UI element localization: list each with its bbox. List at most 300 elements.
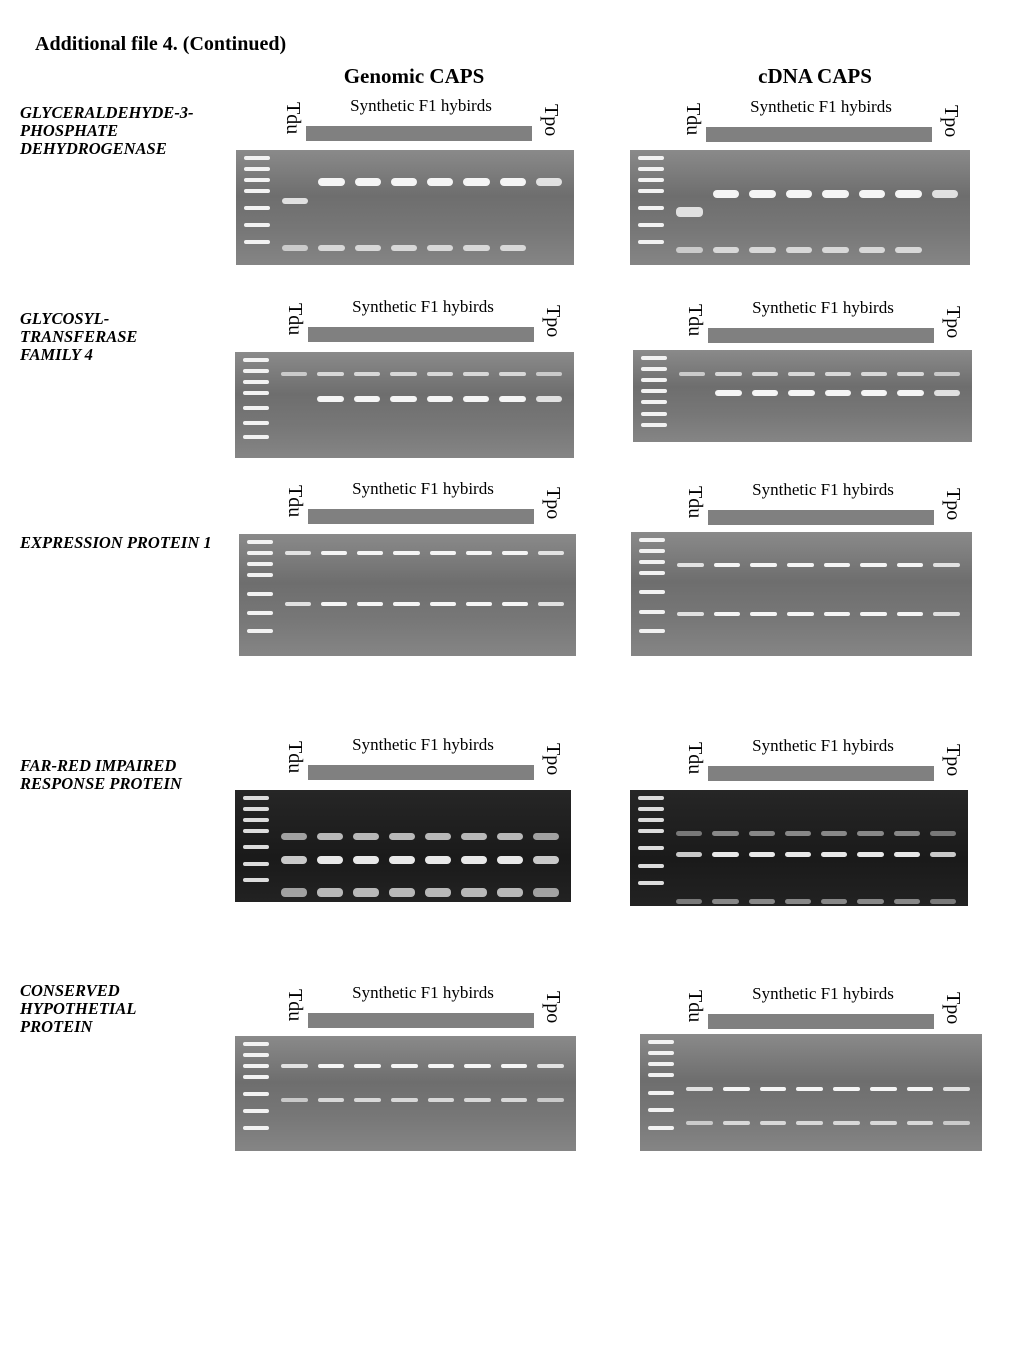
gene2-cdna-group-label: Synthetic F1 hybirds <box>752 480 894 499</box>
gene4-cdna-lane1-band <box>686 1121 713 1125</box>
gene1-genomic-lane2-band <box>317 396 343 402</box>
gene-label-expression-protein: EXPRESSION PROTEIN 1 <box>20 533 212 552</box>
gene1-genomic-ladder-band <box>243 421 269 425</box>
gene2-cdna-lane4-band <box>787 612 814 616</box>
gene2-genomic-lane5-band <box>430 551 456 555</box>
gene0-cdna-lane5-band <box>822 190 849 198</box>
gene3-genomic-lane7-band <box>497 833 523 840</box>
gene2-genomic-tpo-label: Tpo <box>542 487 564 520</box>
gene0-cdna-group-label: Synthetic F1 hybirds <box>750 97 892 116</box>
gene2-cdna-ladder-band <box>639 560 665 564</box>
gene2-genomic-ladder-band <box>247 611 273 615</box>
gene3-genomic-lane1-band <box>281 856 307 864</box>
gene1-cdna-lane8-band <box>934 390 960 396</box>
gene1-genomic-lane3-band <box>354 396 380 402</box>
gene0-genomic-lane4-band <box>391 245 417 251</box>
gene4-genomic-lane7-band <box>501 1098 528 1102</box>
gene1-cdna-group-label: Synthetic F1 hybirds <box>752 298 894 317</box>
gene4-cdna-ladder-band <box>648 1040 674 1044</box>
gene1-cdna-ladder-band <box>641 356 667 360</box>
gene2-cdna-lane1-band <box>677 612 704 616</box>
gene4-genomic-lane3-band <box>354 1098 381 1102</box>
gene3-genomic-lane8-band <box>533 856 559 864</box>
gene1-genomic-lane6-band <box>463 396 489 402</box>
gene3-genomic-lane2-band <box>317 888 343 897</box>
gene1-genomic-lane1-band <box>281 372 307 376</box>
gene4-cdna-ladder-band <box>648 1073 674 1077</box>
gene2-genomic-lane6-band <box>466 602 492 606</box>
gene0-cdna-lane3-band <box>749 190 776 198</box>
gene1-genomic-ladder-band <box>243 391 269 395</box>
gene3-cdna-lane8-band <box>930 899 956 904</box>
gene4-cdna-lane3-band <box>760 1087 787 1091</box>
gene3-cdna-lane3-band <box>749 831 775 836</box>
gene2-genomic-hybrid-bar <box>308 509 534 524</box>
gene0-genomic-lane6-band <box>463 178 489 186</box>
gene2-cdna-lane5-band <box>824 563 851 567</box>
gene0-cdna-lane2-band <box>713 190 740 198</box>
gene2-cdna-tdu-label: Tdu <box>684 486 706 519</box>
gene1-cdna-tdu-label: Tdu <box>684 304 706 337</box>
gene1-cdna-lane3-band <box>752 390 778 396</box>
genomic-caps-header: Genomic CAPS <box>343 64 485 88</box>
gene0-genomic-lane7-band <box>500 245 526 251</box>
gene1-cdna-gel-image <box>633 350 972 442</box>
gene4-cdna-tdu-label: Tdu <box>684 990 706 1023</box>
gene0-cdna-lane4-band <box>786 247 813 253</box>
gene3-genomic-ladder-band <box>243 818 269 822</box>
gene2-genomic-ladder-band <box>247 551 273 555</box>
gene1-genomic-lane6-band <box>463 372 489 376</box>
gene2-genomic-group-label: Synthetic F1 hybirds <box>352 479 494 498</box>
gene4-genomic-lane1-band <box>281 1098 308 1102</box>
gene2-genomic-lane4-band <box>393 551 419 555</box>
gene4-cdna-ladder-band <box>648 1126 674 1130</box>
gene0-cdna-tdu-label: Tdu <box>682 103 704 136</box>
gene4-genomic-hybrid-bar <box>308 1013 534 1028</box>
gene1-genomic-tdu-label: Tdu <box>284 303 306 336</box>
gene0-cdna-lane6-band <box>859 247 886 253</box>
gene1-genomic-hybrid-bar <box>308 327 534 342</box>
gene3-genomic-gel-image <box>235 790 571 902</box>
gene3-cdna-gel-image <box>630 790 968 906</box>
gene0-genomic-ladder-band <box>244 189 270 193</box>
gene0-genomic-group-label: Synthetic F1 hybirds <box>350 96 492 115</box>
gene1-cdna-ladder-band <box>641 378 667 382</box>
gene0-cdna-lane5-band <box>822 247 849 253</box>
gene0-cdna-ladder-band <box>638 156 664 160</box>
gene2-genomic-lane3-band <box>357 551 383 555</box>
gene3-genomic-ladder-band <box>243 878 269 882</box>
gene4-cdna-lane4-band <box>796 1087 823 1091</box>
gene4-genomic-ladder-band <box>243 1092 269 1096</box>
gene4-genomic-lane5-band <box>428 1098 455 1102</box>
gene0-genomic-gel-image <box>236 150 574 265</box>
gene3-cdna-group-label: Synthetic F1 hybirds <box>752 736 894 755</box>
gene1-genomic-lane2-band <box>317 372 343 376</box>
gene2-genomic-lane8-band <box>538 551 564 555</box>
gene3-genomic-lane5-band <box>425 833 451 840</box>
gene2-genomic-lane7-band <box>502 551 528 555</box>
gene3-genomic-lane8-band <box>533 833 559 840</box>
gene2-cdna-lane7-band <box>897 563 924 567</box>
gene0-genomic-ladder-band <box>244 178 270 182</box>
gene4-cdna-hybrid-bar <box>708 1014 934 1029</box>
gene0-genomic-ladder-band <box>244 156 270 160</box>
gene2-genomic-ladder-band <box>247 540 273 544</box>
gene2-cdna-hybrid-bar <box>708 510 934 525</box>
gene3-genomic-ladder-band <box>243 796 269 800</box>
gene3-cdna-lane4-band <box>785 852 811 857</box>
gene1-genomic-lane7-band <box>499 396 525 402</box>
gene2-cdna-gel-image <box>631 532 972 656</box>
gene0-genomic-ladder-band <box>244 223 270 227</box>
gene1-genomic-ladder-band <box>243 435 269 439</box>
gene3-genomic-lane5-band <box>425 888 451 897</box>
gene3-cdna-lane6-band <box>857 852 883 857</box>
gene4-cdna-gel-image <box>640 1034 982 1151</box>
gene3-genomic-lane8-band <box>533 888 559 897</box>
gene3-cdna-ladder-band <box>638 807 664 811</box>
gene2-cdna-lane1-band <box>677 563 704 567</box>
gene2-cdna-ladder-band <box>639 538 665 542</box>
gene0-genomic-lane5-band <box>427 245 453 251</box>
gene2-genomic-lane2-band <box>321 602 347 606</box>
gene4-cdna-tpo-label: Tpo <box>942 992 964 1025</box>
gene2-genomic-ladder-band <box>247 573 273 577</box>
figure-title: Additional file 4. (Continued) <box>35 33 287 55</box>
gene4-cdna-ladder-band <box>648 1062 674 1066</box>
gene2-cdna-lane7-band <box>897 612 924 616</box>
gene3-genomic-group-label: Synthetic F1 hybirds <box>352 735 494 754</box>
gene4-genomic-ladder-band <box>243 1075 269 1079</box>
gene3-genomic-lane6-band <box>461 888 487 897</box>
gene3-cdna-lane4-band <box>785 899 811 904</box>
gene2-genomic-tdu-label: Tdu <box>284 485 306 518</box>
gene1-genomic-lane8-band <box>536 396 562 402</box>
gene3-genomic-lane3-band <box>353 856 379 864</box>
gene2-cdna-lane2-band <box>714 612 741 616</box>
gene4-cdna-lane7-band <box>907 1121 934 1125</box>
gene1-cdna-ladder-band <box>641 367 667 371</box>
gene3-cdna-lane2-band <box>712 831 738 836</box>
gene1-cdna-lane6-band <box>861 390 887 396</box>
gene0-cdna-gel-image <box>630 150 970 265</box>
gene1-cdna-tpo-label: Tpo <box>942 306 964 339</box>
gene1-genomic-ladder-band <box>243 369 269 373</box>
gene3-cdna-tpo-label: Tpo <box>942 744 964 777</box>
gene4-genomic-lane8-band <box>537 1064 564 1068</box>
gene0-cdna-lane4-band <box>786 190 813 198</box>
gene0-genomic-lane6-band <box>463 245 489 251</box>
gene4-genomic-lane6-band <box>464 1064 491 1068</box>
gene3-cdna-lane7-band <box>894 852 920 857</box>
gene4-cdna-lane5-band <box>833 1087 860 1091</box>
gene4-cdna-lane8-band <box>943 1087 970 1091</box>
gene0-genomic-lane7-band <box>500 178 526 186</box>
gene2-genomic-ladder-band <box>247 562 273 566</box>
gene4-cdna-lane7-band <box>907 1087 934 1091</box>
gene4-cdna-lane4-band <box>796 1121 823 1125</box>
gene0-cdna-lane2-band <box>713 247 740 253</box>
gene-label-glycosyltransferase: GLYCOSYL- TRANSFERASE FAMILY 4 <box>20 309 138 364</box>
gene4-genomic-ladder-band <box>243 1053 269 1057</box>
gene4-genomic-lane2-band <box>318 1064 345 1068</box>
gene4-cdna-ladder-band <box>648 1108 674 1112</box>
gene0-cdna-ladder-band <box>638 167 664 171</box>
gene4-cdna-lane2-band <box>723 1087 750 1091</box>
gene4-cdna-lane6-band <box>870 1121 897 1125</box>
gene2-genomic-lane3-band <box>357 602 383 606</box>
gene1-cdna-lane2-band <box>715 372 741 376</box>
gene1-genomic-tpo-label: Tpo <box>542 305 564 338</box>
gene3-cdna-ladder-band <box>638 881 664 885</box>
gene4-genomic-gel-image <box>235 1036 576 1151</box>
gene4-genomic-group-label: Synthetic F1 hybirds <box>352 983 494 1002</box>
gene3-cdna-lane7-band <box>894 831 920 836</box>
gene1-genomic-gel-image <box>235 352 574 458</box>
gene0-cdna-lane6-band <box>859 190 886 198</box>
gene3-cdna-lane2-band <box>712 899 738 904</box>
gene3-genomic-lane6-band <box>461 856 487 864</box>
gene2-genomic-lane4-band <box>393 602 419 606</box>
gene2-cdna-lane2-band <box>714 563 741 567</box>
gene3-cdna-lane6-band <box>857 899 883 904</box>
gene-label-gapdh: GLYCERALDEHYDE-3- PHOSPHATE DEHYDROGENASE <box>20 103 194 158</box>
gene3-genomic-lane3-band <box>353 888 379 897</box>
gene1-genomic-group-label: Synthetic F1 hybirds <box>352 297 494 316</box>
gene3-genomic-ladder-band <box>243 807 269 811</box>
gene2-genomic-lane2-band <box>321 551 347 555</box>
gene3-genomic-lane2-band <box>317 833 343 840</box>
gene1-genomic-lane3-band <box>354 372 380 376</box>
gene1-cdna-lane5-band <box>825 390 851 396</box>
gene3-genomic-lane2-band <box>317 856 343 864</box>
gene0-cdna-lane7-band <box>895 247 922 253</box>
gene3-cdna-lane1-band <box>676 899 702 904</box>
gene4-genomic-lane7-band <box>501 1064 528 1068</box>
gene3-cdna-lane2-band <box>712 852 738 857</box>
gene2-cdna-lane8-band <box>933 612 960 616</box>
gene0-cdna-lane3-band <box>749 247 776 253</box>
gene3-cdna-ladder-band <box>638 864 664 868</box>
gene3-cdna-ladder-band <box>638 846 664 850</box>
gene4-genomic-ladder-band <box>243 1064 269 1068</box>
gene3-cdna-lane3-band <box>749 899 775 904</box>
gene1-genomic-ladder-band <box>243 406 269 410</box>
gene3-cdna-ladder-band <box>638 829 664 833</box>
gene1-cdna-lane2-band <box>715 390 741 396</box>
gene3-genomic-lane4-band <box>389 888 415 897</box>
gene3-cdna-lane8-band <box>930 852 956 857</box>
gene2-genomic-lane6-band <box>466 551 492 555</box>
gene4-genomic-tdu-label: Tdu <box>284 989 306 1022</box>
gene4-genomic-lane2-band <box>318 1098 345 1102</box>
gene3-genomic-lane6-band <box>461 833 487 840</box>
gene0-cdna-tpo-label: Tpo <box>940 105 962 138</box>
gene4-cdna-ladder-band <box>648 1091 674 1095</box>
gene1-cdna-ladder-band <box>641 423 667 427</box>
gene1-cdna-lane4-band <box>788 390 814 396</box>
gene2-cdna-lane6-band <box>860 563 887 567</box>
gene2-cdna-lane6-band <box>860 612 887 616</box>
gene1-cdna-lane8-band <box>934 372 960 376</box>
gene1-genomic-lane5-band <box>427 372 453 376</box>
gene0-cdna-ladder-band <box>638 240 664 244</box>
gene1-genomic-lane4-band <box>390 396 416 402</box>
gene0-genomic-ladder-band <box>244 167 270 171</box>
gene0-genomic-ladder-band <box>244 206 270 210</box>
gene4-cdna-lane6-band <box>870 1087 897 1091</box>
gene3-genomic-lane7-band <box>497 856 523 864</box>
gene3-cdna-ladder-band <box>638 796 664 800</box>
gene2-genomic-ladder-band <box>247 592 273 596</box>
gene4-cdna-lane8-band <box>943 1121 970 1125</box>
gene1-cdna-lane6-band <box>861 372 887 376</box>
gene1-cdna-ladder-band <box>641 400 667 404</box>
gene0-cdna-ladder-band <box>638 223 664 227</box>
gene2-cdna-ladder-band <box>639 571 665 575</box>
gene1-genomic-lane4-band <box>390 372 416 376</box>
gene2-cdna-lane8-band <box>933 563 960 567</box>
gene1-cdna-ladder-band <box>641 389 667 393</box>
gene2-genomic-lane7-band <box>502 602 528 606</box>
gene3-cdna-lane7-band <box>894 899 920 904</box>
gene3-cdna-tdu-label: Tdu <box>684 742 706 775</box>
gene1-cdna-lane7-band <box>897 390 923 396</box>
gene4-cdna-lane5-band <box>833 1121 860 1125</box>
gene1-genomic-lane5-band <box>427 396 453 402</box>
gene4-cdna-group-label: Synthetic F1 hybirds <box>752 984 894 1003</box>
gene4-genomic-lane4-band <box>391 1064 418 1068</box>
gene0-genomic-lane1-band <box>282 245 308 251</box>
gene0-cdna-hybrid-bar <box>706 127 932 142</box>
gene1-genomic-lane7-band <box>499 372 525 376</box>
gene0-genomic-lane4-band <box>391 178 417 186</box>
gene0-genomic-lane2-band <box>318 178 344 186</box>
gene3-genomic-lane1-band <box>281 888 307 897</box>
gene3-genomic-hybrid-bar <box>308 765 534 780</box>
gene0-genomic-hybrid-bar <box>306 126 532 141</box>
gene3-cdna-lane1-band <box>676 831 702 836</box>
gene0-cdna-ladder-band <box>638 178 664 182</box>
gene0-cdna-lane1-band <box>676 247 703 253</box>
gene0-genomic-lane3-band <box>355 245 381 251</box>
gene2-genomic-ladder-band <box>247 629 273 633</box>
gene4-cdna-lane3-band <box>760 1121 787 1125</box>
gene0-cdna-lane7-band <box>895 190 922 198</box>
gene3-genomic-lane5-band <box>425 856 451 864</box>
gene3-genomic-ladder-band <box>243 862 269 866</box>
gene4-cdna-lane2-band <box>723 1121 750 1125</box>
gene2-genomic-lane8-band <box>538 602 564 606</box>
gene0-genomic-tdu-label: Tdu <box>282 102 304 135</box>
gene4-cdna-ladder-band <box>648 1051 674 1055</box>
gene4-genomic-lane4-band <box>391 1098 418 1102</box>
gene3-cdna-lane8-band <box>930 831 956 836</box>
gene2-genomic-lane1-band <box>285 551 311 555</box>
gene4-genomic-ladder-band <box>243 1109 269 1113</box>
gene0-genomic-lane2-band <box>318 245 344 251</box>
gene2-genomic-lane5-band <box>430 602 456 606</box>
gene3-genomic-lane4-band <box>389 856 415 864</box>
gene2-cdna-ladder-band <box>639 590 665 594</box>
gene2-cdna-ladder-band <box>639 610 665 614</box>
gene3-genomic-ladder-band <box>243 829 269 833</box>
gene4-genomic-lane6-band <box>464 1098 491 1102</box>
gene4-genomic-lane3-band <box>354 1064 381 1068</box>
gene3-genomic-lane1-band <box>281 833 307 840</box>
gene4-genomic-lane8-band <box>537 1098 564 1102</box>
gene3-cdna-hybrid-bar <box>708 766 934 781</box>
gene3-genomic-ladder-band <box>243 845 269 849</box>
gene2-cdna-tpo-label: Tpo <box>942 488 964 521</box>
gene0-genomic-lane5-band <box>427 178 453 186</box>
gene3-genomic-tdu-label: Tdu <box>284 741 306 774</box>
gene1-cdna-hybrid-bar <box>708 328 934 343</box>
gene2-cdna-ladder-band <box>639 549 665 553</box>
gene0-cdna-ladder-band <box>638 206 664 210</box>
gene2-cdna-lane3-band <box>750 563 777 567</box>
gene2-genomic-gel-image <box>239 534 576 656</box>
gene1-cdna-lane5-band <box>825 372 851 376</box>
gene0-genomic-lane3-band <box>355 178 381 186</box>
gene4-genomic-lane5-band <box>428 1064 455 1068</box>
gene3-cdna-lane3-band <box>749 852 775 857</box>
gene2-cdna-lane5-band <box>824 612 851 616</box>
gene0-genomic-lane1-band <box>282 198 308 204</box>
gene4-genomic-tpo-label: Tpo <box>542 991 564 1024</box>
gene0-genomic-tpo-label: Tpo <box>540 104 562 137</box>
gene-label-far-red: FAR-RED IMPAIRED RESPONSE PROTEIN <box>20 756 182 793</box>
cdna-caps-header: cDNA CAPS <box>758 64 872 88</box>
gene3-cdna-ladder-band <box>638 818 664 822</box>
gene3-cdna-lane5-band <box>821 831 847 836</box>
gene3-genomic-lane4-band <box>389 833 415 840</box>
gene1-genomic-ladder-band <box>243 358 269 362</box>
gene2-cdna-ladder-band <box>639 629 665 633</box>
gene3-genomic-lane3-band <box>353 833 379 840</box>
gene3-cdna-lane5-band <box>821 899 847 904</box>
gene1-genomic-lane8-band <box>536 372 562 376</box>
gene1-cdna-lane4-band <box>788 372 814 376</box>
gene2-cdna-lane3-band <box>750 612 777 616</box>
gene4-genomic-ladder-band <box>243 1126 269 1130</box>
gene2-genomic-lane1-band <box>285 602 311 606</box>
gene1-cdna-lane7-band <box>897 372 923 376</box>
gene1-cdna-lane3-band <box>752 372 778 376</box>
gene0-cdna-lane1-band <box>676 207 703 217</box>
gene1-cdna-ladder-band <box>641 412 667 416</box>
gene0-cdna-ladder-band <box>638 189 664 193</box>
gene3-genomic-lane7-band <box>497 888 523 897</box>
gene0-genomic-lane8-band <box>536 178 562 186</box>
gene3-cdna-lane5-band <box>821 852 847 857</box>
gene0-cdna-lane8-band <box>932 190 959 198</box>
gene4-genomic-lane1-band <box>281 1064 308 1068</box>
gene4-genomic-ladder-band <box>243 1042 269 1046</box>
gene1-genomic-ladder-band <box>243 380 269 384</box>
gene3-cdna-lane6-band <box>857 831 883 836</box>
gene3-cdna-lane1-band <box>676 852 702 857</box>
gene1-cdna-lane1-band <box>679 372 705 376</box>
gene-label-conserved: CONSERVED HYPOTHETIAL PROTEIN <box>20 981 137 1036</box>
gene2-cdna-lane4-band <box>787 563 814 567</box>
gene0-genomic-ladder-band <box>244 240 270 244</box>
gene4-cdna-lane1-band <box>686 1087 713 1091</box>
gene3-genomic-tpo-label: Tpo <box>542 743 564 776</box>
gene3-cdna-lane4-band <box>785 831 811 836</box>
